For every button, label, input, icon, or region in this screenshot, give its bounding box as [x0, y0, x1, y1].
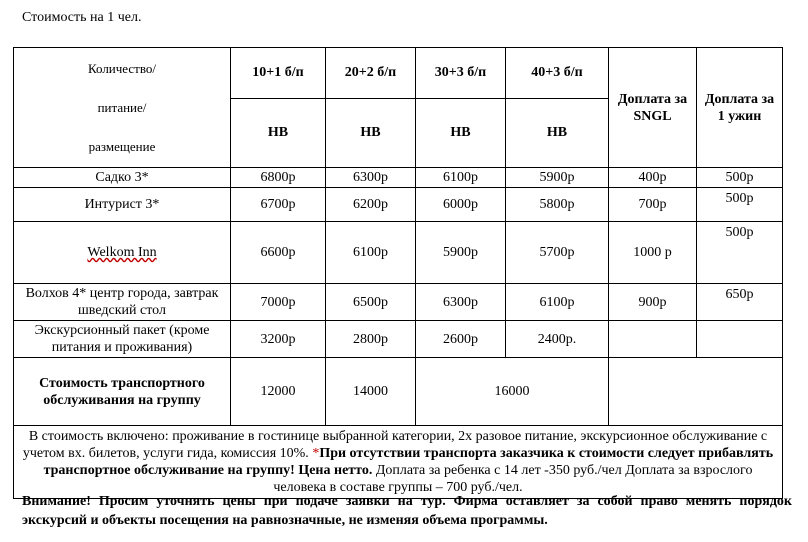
table-row: [14, 168, 783, 188]
price-cell: 6600р: [231, 222, 326, 284]
note-asterisk: *: [312, 446, 320, 461]
dinner-cell: 500р: [697, 222, 783, 284]
dinner-cell: [697, 321, 783, 358]
package-name: Экскурсионный пакет (кроме питания и проживания): [14, 321, 231, 358]
price-cell: 2600р: [416, 321, 506, 358]
note-text-2: Доплата за ребенка с 14 лет -350 руб./чел Доплата за взрослого человека в составе группы – 700 руб./чел.: [273, 463, 753, 495]
sub-header-30: НВ: [416, 98, 506, 167]
sub-header-10: НВ: [231, 98, 326, 167]
sub-header-20: НВ: [326, 98, 416, 167]
transport-empty: [609, 358, 783, 426]
hotel-name-text: Welkom Inn: [87, 245, 157, 260]
transport-row: [14, 358, 783, 426]
sngl-cell: [609, 321, 697, 358]
dinner-header: Доплата за 1 ужин: [697, 48, 783, 168]
price-cell: 6300р: [326, 168, 416, 188]
sngl-cell: 1000 р: [609, 222, 697, 284]
table-row: [14, 188, 783, 222]
price-cell: 5700р: [506, 222, 609, 284]
dinner-cell: 500р: [697, 188, 783, 222]
price-cell: 6100р: [326, 222, 416, 284]
price-cell: 2400р.: [506, 321, 609, 358]
corner-line-accommodation: размещение: [88, 139, 156, 154]
group-header-30: 30+3 б/п: [416, 48, 506, 99]
table-row: [14, 321, 783, 358]
transport-label: Стоимость транспортного обслуживания на группу: [14, 358, 231, 426]
price-cell: 5800р: [506, 188, 609, 222]
sngl-header: Доплата за SNGL: [609, 48, 697, 168]
price-cell: 7000р: [231, 284, 326, 321]
hotel-name: Волхов 4* центр города, завтрак шведский стол: [14, 284, 231, 321]
price-cell: 5900р: [416, 222, 506, 284]
transport-value: 12000: [231, 358, 326, 426]
price-cell: 2800р: [326, 321, 416, 358]
hotel-name: Интурист 3*: [14, 188, 231, 222]
price-cell: 6100р: [506, 284, 609, 321]
dinner-cell: 500р: [697, 168, 783, 188]
price-cell: 6000р: [416, 188, 506, 222]
price-cell: 6200р: [326, 188, 416, 222]
table-row: [14, 284, 783, 321]
price-cell: 5900р: [506, 168, 609, 188]
group-header-20: 20+2 б/п: [326, 48, 416, 99]
hotel-name: [14, 222, 231, 284]
header-row-groups: [14, 48, 783, 99]
sub-header-40: НВ: [506, 98, 609, 167]
price-cell: 6100р: [416, 168, 506, 188]
attention-note: Внимание! Просим уточнять цены при подаче заявки на тур. Фирма оставляет за собой право менять порядок экскурсий и объекты посещения на равнозначные, не изменяя объема программы.: [22, 494, 792, 528]
table-row: [14, 222, 783, 284]
group-header-40: 40+3 б/п: [506, 48, 609, 99]
price-cell: 6800р: [231, 168, 326, 188]
note-bold: При отсутствии транспорта заказчика к стоимости следует прибавлять транспортное обслуживание на группу! Цена нетто.: [43, 446, 774, 478]
sngl-cell: 700р: [609, 188, 697, 222]
sngl-cell: 900р: [609, 284, 697, 321]
note-row: [14, 426, 783, 499]
dinner-cell: 650р: [697, 284, 783, 321]
included-note: [14, 426, 783, 499]
hotel-name: Садко 3*: [14, 168, 231, 188]
note-text-1: В стоимость включено: проживание в гостинице выбранной категории, 2х разовое питание, экскурсионное обслуживание с учетом вх. билетов, услуги гида, комиссия 10%.: [22, 429, 768, 461]
corner-line-meals: питание/: [97, 100, 147, 115]
price-cell: 6300р: [416, 284, 506, 321]
price-cell: 6500р: [326, 284, 416, 321]
price-caption: Стоимость на 1 чел.: [22, 10, 142, 25]
corner-header: [14, 48, 231, 168]
sngl-cell: 400р: [609, 168, 697, 188]
group-header-10: 10+1 б/п: [231, 48, 326, 99]
corner-line-quantity: Количество/: [87, 61, 157, 76]
price-table: [13, 47, 783, 499]
price-cell: 3200р: [231, 321, 326, 358]
transport-value: 14000: [326, 358, 416, 426]
price-cell: 6700р: [231, 188, 326, 222]
transport-value: 16000: [416, 358, 609, 426]
